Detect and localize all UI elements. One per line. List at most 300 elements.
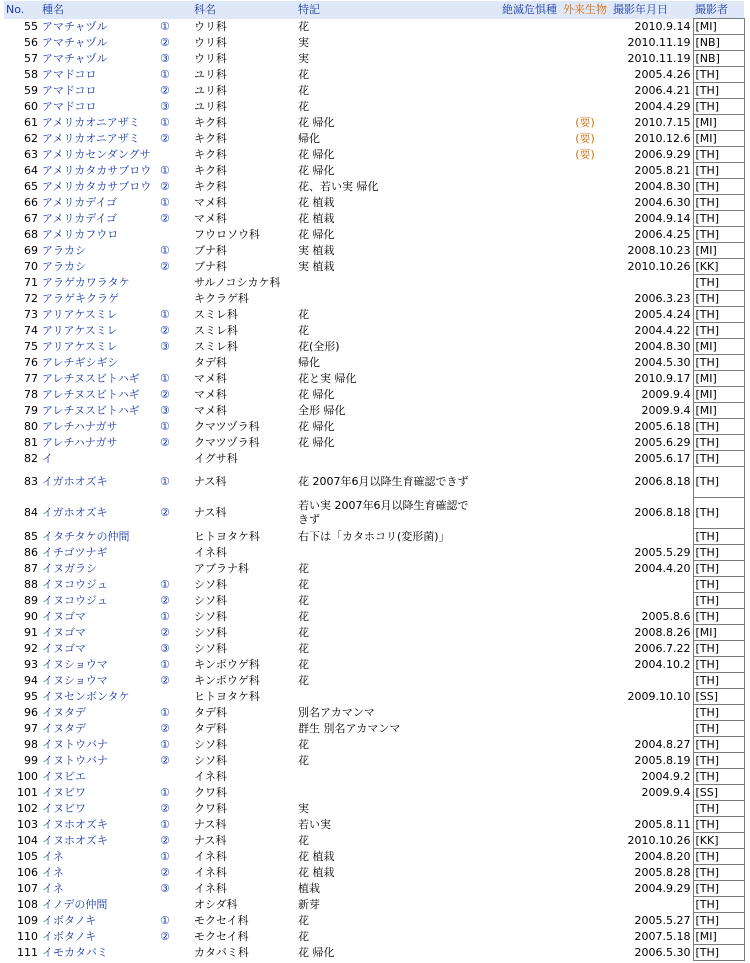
cell-remarks bbox=[296, 545, 479, 561]
cell-date: 2006.4.21 bbox=[634, 84, 691, 97]
species-name-link[interactable]: アメリカデイゴ bbox=[42, 212, 118, 225]
cell-endangered bbox=[479, 35, 559, 51]
cell-alien bbox=[559, 35, 611, 51]
species-name-link[interactable]: イヌガラシ bbox=[42, 562, 97, 575]
cell-date: 2006.8.18 bbox=[634, 475, 691, 488]
cell-photographer: [TH] bbox=[693, 577, 744, 593]
cell-alien bbox=[559, 897, 611, 913]
cell-species-name bbox=[40, 307, 192, 323]
cell-species-name bbox=[40, 785, 192, 801]
cell-remarks: 花と実 帰化 bbox=[298, 372, 357, 385]
cell-photographer: [MI] bbox=[693, 625, 744, 641]
species-name-link[interactable]: アメリカセンダングサ bbox=[42, 148, 151, 161]
species-name-link[interactable]: イネ bbox=[42, 866, 64, 879]
cell-no: 82 bbox=[24, 452, 38, 465]
cell-remarks: 花 帰化 bbox=[298, 420, 335, 433]
cell-date: 2006.8.18 bbox=[634, 506, 691, 519]
cell-remarks: 群生 別名アカマンマ bbox=[298, 722, 401, 735]
cell-alien bbox=[559, 83, 611, 99]
col-header-endangered: 絶滅危惧種 bbox=[479, 1, 559, 19]
table-row bbox=[4, 35, 744, 51]
cell-family: ウリ科 bbox=[194, 36, 227, 49]
species-name-link[interactable]: イヌタデ bbox=[42, 706, 86, 719]
species-name-link[interactable]: イヌホオズキ bbox=[42, 818, 108, 831]
cell-species-name bbox=[40, 227, 192, 243]
species-name-link[interactable]: アメリカタカサブロウ bbox=[42, 180, 152, 193]
cell-species-name bbox=[40, 689, 192, 705]
species-name-link[interactable]: アレチギシギシ bbox=[42, 356, 119, 369]
variant-number: ① bbox=[160, 786, 170, 799]
cell-alien bbox=[559, 705, 611, 721]
table-row bbox=[4, 913, 744, 929]
cell-alien bbox=[559, 561, 611, 577]
table-row bbox=[4, 147, 744, 163]
cell-photographer: [TH] bbox=[693, 275, 744, 291]
cell-species-name bbox=[40, 673, 192, 689]
cell-photographer: [TH] bbox=[693, 147, 744, 163]
cell-endangered bbox=[479, 323, 559, 339]
cell-endangered bbox=[479, 403, 559, 419]
cell-photographer: [TH] bbox=[693, 721, 744, 737]
cell-date: 2005.4.26 bbox=[634, 68, 691, 81]
cell-date: 2010.7.15 bbox=[634, 116, 691, 129]
cell-no: 104 bbox=[17, 834, 38, 847]
cell-date: 2009.9.4 bbox=[641, 786, 691, 799]
cell-remarks: 別名アカマンマ bbox=[298, 706, 375, 719]
cell-alien bbox=[559, 339, 611, 355]
species-name-link[interactable]: イネ bbox=[42, 850, 64, 863]
cell-species-name bbox=[40, 529, 192, 545]
cell-remarks: 花 bbox=[298, 754, 309, 767]
species-name-link[interactable]: イガホオズキ bbox=[42, 475, 108, 488]
species-name-link[interactable]: アレチハナガサ bbox=[42, 420, 118, 433]
species-name-link[interactable]: イヌショウマ bbox=[42, 658, 108, 671]
cell-endangered bbox=[479, 801, 559, 817]
table-row bbox=[4, 833, 744, 849]
variant-number: ② bbox=[160, 324, 170, 337]
species-name-link[interactable]: イヌビワ bbox=[42, 802, 86, 815]
cell-family: キンポウゲ科 bbox=[194, 674, 260, 687]
species-name-link[interactable]: イヌトウバナ bbox=[42, 754, 108, 767]
cell-endangered bbox=[479, 498, 559, 529]
cell-family: モクセイ科 bbox=[194, 930, 249, 943]
cell-date: 2005.8.6 bbox=[641, 610, 691, 623]
cell-no: 63 bbox=[24, 148, 38, 161]
species-name-link[interactable]: アマチャヅル bbox=[42, 52, 108, 65]
cell-species-name bbox=[40, 865, 192, 881]
cell-date: 2007.5.18 bbox=[634, 930, 691, 943]
cell-endangered bbox=[479, 897, 559, 913]
species-list bbox=[4, 1, 749, 961]
species-name-link[interactable]: アレチヌスビトハギ bbox=[42, 372, 140, 385]
cell-date: 2005.8.19 bbox=[634, 754, 691, 767]
table-row bbox=[4, 211, 744, 227]
cell-family: シソ科 bbox=[194, 754, 227, 767]
cell-no: 109 bbox=[17, 914, 38, 927]
species-name-link[interactable]: イネ bbox=[42, 882, 64, 895]
cell-family: マメ科 bbox=[194, 388, 227, 401]
species-name-link[interactable]: イボタノキ bbox=[42, 914, 97, 927]
cell-alien bbox=[559, 721, 611, 737]
col-header-name: 種名 bbox=[40, 1, 192, 19]
cell-remarks: 花 bbox=[298, 562, 309, 575]
species-name-link[interactable]: アメリカフウロ bbox=[42, 228, 119, 241]
cell-date: 2004.4.20 bbox=[634, 562, 691, 575]
species-name-link[interactable]: イヌショウマ bbox=[42, 674, 108, 687]
cell-date: 2005.5.29 bbox=[634, 546, 691, 559]
table-row bbox=[4, 577, 744, 593]
cell-family: シソ科 bbox=[194, 594, 227, 607]
variant-number: ① bbox=[160, 372, 170, 385]
species-name-link[interactable]: アラゲキクラゲ bbox=[42, 292, 119, 305]
cell-family: シソ科 bbox=[194, 626, 227, 639]
cell-remarks: 花 植栽 bbox=[298, 196, 335, 209]
cell-alien: (要) bbox=[575, 132, 595, 145]
cell-remarks: 花 bbox=[298, 834, 309, 847]
cell-family: クワ科 bbox=[194, 802, 227, 815]
cell-photographer: [MI] bbox=[693, 371, 744, 387]
cell-species-name bbox=[40, 801, 192, 817]
cell-species-name bbox=[40, 323, 192, 339]
cell-alien bbox=[559, 545, 611, 561]
cell-no: 58 bbox=[24, 68, 38, 81]
cell-date: 2004.8.27 bbox=[634, 738, 691, 751]
variant-number: ② bbox=[160, 388, 170, 401]
table-row bbox=[4, 435, 744, 451]
cell-remarks: 右下は「カタホコリ(変形菌)」 bbox=[298, 530, 450, 543]
col-header-no: No. bbox=[4, 1, 40, 19]
species-name-link[interactable]: アマチャヅル bbox=[42, 36, 108, 49]
cell-date: 2005.8.28 bbox=[634, 866, 691, 879]
cell-alien bbox=[559, 498, 611, 529]
cell-family: タデ科 bbox=[194, 706, 227, 719]
cell-photographer: [TH] bbox=[693, 865, 744, 881]
cell-endangered bbox=[479, 243, 559, 259]
cell-no: 66 bbox=[24, 196, 38, 209]
species-name-link[interactable]: イガホオズキ bbox=[42, 506, 108, 519]
species-name-link[interactable]: アメリカオニアザミ bbox=[42, 116, 140, 129]
variant-number: ① bbox=[160, 420, 170, 433]
table-row bbox=[4, 737, 744, 753]
cell-date: 2005.6.18 bbox=[634, 420, 691, 433]
cell-alien bbox=[559, 817, 611, 833]
cell-date bbox=[611, 721, 693, 737]
table-row bbox=[4, 163, 744, 179]
cell-date: 2004.9.29 bbox=[634, 882, 691, 895]
cell-no: 76 bbox=[24, 356, 38, 369]
cell-species-name bbox=[40, 561, 192, 577]
cell-alien bbox=[559, 609, 611, 625]
species-name-link[interactable]: イヌセンボンタケ bbox=[42, 690, 130, 703]
species-name-link[interactable]: アメリカデイゴ bbox=[42, 196, 118, 209]
species-name-link[interactable]: イボタノキ bbox=[42, 930, 97, 943]
cell-no: 99 bbox=[24, 754, 38, 767]
cell-family: イネ科 bbox=[194, 882, 227, 895]
cell-photographer: [TH] bbox=[693, 881, 744, 897]
variant-number: ② bbox=[160, 754, 170, 767]
cell-remarks: 全形 帰化 bbox=[298, 404, 346, 417]
cell-endangered bbox=[479, 51, 559, 67]
cell-remarks: 花 植栽 bbox=[298, 866, 335, 879]
cell-date: 2004.9.2 bbox=[641, 770, 691, 783]
species-name-link[interactable]: イヌコウジュ bbox=[42, 594, 108, 607]
cell-alien bbox=[559, 195, 611, 211]
cell-remarks: 花 bbox=[298, 20, 309, 33]
species-name-link[interactable]: イヌトウバナ bbox=[42, 738, 108, 751]
cell-no: 98 bbox=[24, 738, 38, 751]
cell-no: 80 bbox=[24, 420, 38, 433]
cell-no: 93 bbox=[24, 658, 38, 671]
cell-alien bbox=[559, 625, 611, 641]
cell-photographer: [TH] bbox=[693, 195, 744, 211]
table-row bbox=[4, 721, 744, 737]
species-name-link[interactable]: アラゲカワラタケ bbox=[42, 276, 130, 289]
table-row bbox=[4, 945, 744, 961]
species-name-link[interactable]: アリアケスミレ bbox=[42, 324, 118, 337]
species-name-link[interactable]: イノデの仲間 bbox=[42, 898, 108, 911]
table-row bbox=[4, 323, 744, 339]
cell-endangered bbox=[479, 577, 559, 593]
cell-remarks: 花 bbox=[298, 642, 309, 655]
species-name-link[interactable]: アラカシ bbox=[42, 244, 86, 257]
variant-number: ③ bbox=[160, 340, 170, 353]
variant-number: ① bbox=[160, 68, 170, 81]
cell-family: アブラナ科 bbox=[194, 562, 249, 575]
cell-alien bbox=[559, 307, 611, 323]
cell-alien bbox=[559, 849, 611, 865]
species-name-link[interactable]: イヌビワ bbox=[42, 786, 86, 799]
table-row bbox=[4, 467, 744, 498]
cell-endangered bbox=[479, 99, 559, 115]
cell-endangered bbox=[479, 451, 559, 467]
cell-species-name bbox=[40, 657, 192, 673]
cell-photographer: [TH] bbox=[693, 913, 744, 929]
cell-endangered bbox=[479, 339, 559, 355]
cell-species-name bbox=[40, 99, 192, 115]
cell-remarks: 花 帰化 bbox=[298, 436, 335, 449]
cell-alien bbox=[559, 769, 611, 785]
species-name-link[interactable]: アレチハナガサ bbox=[42, 436, 118, 449]
cell-no: 74 bbox=[24, 324, 38, 337]
cell-species-name bbox=[40, 498, 192, 529]
cell-remarks: 花 帰化 bbox=[298, 116, 335, 129]
table-row bbox=[4, 451, 744, 467]
cell-alien bbox=[559, 323, 611, 339]
cell-no: 73 bbox=[24, 308, 38, 321]
variant-number: ② bbox=[160, 180, 170, 193]
cell-remarks: 実 bbox=[298, 52, 309, 65]
table-body bbox=[4, 19, 744, 961]
cell-species-name bbox=[40, 419, 192, 435]
table-row bbox=[4, 83, 744, 99]
cell-remarks: 花 bbox=[298, 594, 309, 607]
cell-endangered bbox=[479, 227, 559, 243]
cell-date: 2004.5.30 bbox=[634, 356, 691, 369]
table-row bbox=[4, 641, 744, 657]
species-name-link[interactable]: アメリカタカサブロウ bbox=[42, 164, 152, 177]
cell-alien bbox=[559, 19, 611, 35]
variant-number: ② bbox=[160, 132, 170, 145]
cell-remarks bbox=[296, 689, 479, 705]
cell-photographer: [MI] bbox=[693, 339, 744, 355]
species-name-link[interactable]: アレチヌスビトハギ bbox=[42, 404, 140, 417]
cell-alien bbox=[559, 673, 611, 689]
cell-species-name bbox=[40, 435, 192, 451]
cell-family: クマツヅラ科 bbox=[194, 420, 260, 433]
species-name-link[interactable]: アマドコロ bbox=[42, 100, 97, 113]
cell-alien bbox=[559, 259, 611, 275]
cell-alien bbox=[559, 99, 611, 115]
table-row bbox=[4, 753, 744, 769]
cell-date bbox=[611, 275, 693, 291]
cell-endangered bbox=[479, 721, 559, 737]
cell-remarks bbox=[296, 275, 479, 291]
species-name-link[interactable]: イヌゴマ bbox=[42, 610, 86, 623]
cell-date bbox=[611, 673, 693, 689]
cell-species-name bbox=[40, 577, 192, 593]
cell-photographer: [MI] bbox=[693, 19, 744, 35]
species-name-link[interactable]: イ bbox=[42, 452, 53, 465]
cell-remarks: 帰化 bbox=[298, 356, 320, 369]
cell-species-name bbox=[40, 291, 192, 307]
cell-remarks: 実 bbox=[298, 802, 309, 815]
cell-remarks: 花 bbox=[298, 100, 309, 113]
cell-no: 75 bbox=[24, 340, 38, 353]
cell-endangered bbox=[479, 259, 559, 275]
cell-no: 71 bbox=[24, 276, 38, 289]
cell-species-name bbox=[40, 641, 192, 657]
cell-remarks: 花 bbox=[298, 308, 309, 321]
species-name-link[interactable]: イチゴツナギ bbox=[42, 546, 108, 559]
cell-date: 2004.8.20 bbox=[634, 850, 691, 863]
cell-date: 2010.10.26 bbox=[627, 834, 691, 847]
col-header-alien: 外来生物 bbox=[559, 1, 611, 19]
species-name-link[interactable]: イヌゴマ bbox=[42, 642, 86, 655]
cell-family: イグサ科 bbox=[194, 452, 238, 465]
cell-alien bbox=[559, 689, 611, 705]
cell-no: 61 bbox=[24, 116, 38, 129]
cell-family: イネ科 bbox=[194, 770, 227, 783]
cell-photographer: [KK] bbox=[693, 259, 744, 275]
cell-no: 79 bbox=[24, 404, 38, 417]
species-name-link[interactable]: イヌビエ bbox=[42, 770, 86, 783]
species-name-link[interactable]: アマドコロ bbox=[42, 84, 97, 97]
cell-photographer: [MI] bbox=[693, 387, 744, 403]
species-name-link[interactable]: アリアケスミレ bbox=[42, 340, 118, 353]
cell-family: オシダ科 bbox=[194, 898, 238, 911]
cell-endangered bbox=[479, 849, 559, 865]
table-row bbox=[4, 227, 744, 243]
cell-photographer: [TH] bbox=[693, 737, 744, 753]
cell-endangered bbox=[479, 673, 559, 689]
cell-endangered bbox=[479, 593, 559, 609]
species-name-link[interactable]: イモカタバミ bbox=[42, 946, 108, 959]
cell-alien bbox=[559, 881, 611, 897]
cell-species-name bbox=[40, 179, 192, 195]
cell-endangered bbox=[479, 179, 559, 195]
cell-family: ナス科 bbox=[194, 818, 227, 831]
species-name-link[interactable]: イヌゴマ bbox=[42, 626, 86, 639]
table-row bbox=[4, 561, 744, 577]
cell-no: 84 bbox=[24, 506, 38, 519]
cell-species-name bbox=[40, 355, 192, 371]
variant-number: ② bbox=[160, 834, 170, 847]
cell-endangered bbox=[479, 131, 559, 147]
cell-family: イネ科 bbox=[194, 850, 227, 863]
cell-species-name bbox=[40, 625, 192, 641]
cell-endangered bbox=[479, 83, 559, 99]
cell-photographer: [TH] bbox=[693, 897, 744, 913]
cell-remarks: 花 帰化 bbox=[298, 946, 335, 959]
table-row bbox=[4, 897, 744, 913]
cell-date: 2005.5.27 bbox=[634, 914, 691, 927]
cell-remarks: 花 bbox=[298, 610, 309, 623]
cell-no: 77 bbox=[24, 372, 38, 385]
species-name-link[interactable]: アマチャヅル bbox=[42, 20, 108, 33]
cell-photographer: [TH] bbox=[693, 817, 744, 833]
cell-family: フウロソウ科 bbox=[194, 228, 260, 241]
cell-photographer: [KK] bbox=[693, 833, 744, 849]
cell-species-name bbox=[40, 467, 192, 498]
cell-photographer: [MI] bbox=[693, 115, 744, 131]
species-name-link[interactable]: アレチヌスビトハギ bbox=[42, 388, 140, 401]
cell-no: 105 bbox=[17, 850, 38, 863]
cell-family: イネ科 bbox=[194, 866, 227, 879]
cell-no: 110 bbox=[17, 930, 38, 943]
species-name-link[interactable]: アメリカオニアザミ bbox=[42, 132, 140, 145]
table-row bbox=[4, 67, 744, 83]
cell-no: 55 bbox=[24, 20, 38, 33]
cell-photographer: [TH] bbox=[693, 561, 744, 577]
cell-endangered bbox=[479, 435, 559, 451]
cell-species-name bbox=[40, 51, 192, 67]
cell-alien bbox=[559, 737, 611, 753]
cell-endangered bbox=[479, 689, 559, 705]
cell-remarks: 実 植栽 bbox=[298, 260, 335, 273]
table-row bbox=[4, 545, 744, 561]
variant-number: ② bbox=[160, 722, 170, 735]
cell-photographer: [TH] bbox=[693, 673, 744, 689]
cell-photographer: [TH] bbox=[693, 83, 744, 99]
cell-alien bbox=[559, 51, 611, 67]
cell-endangered bbox=[479, 387, 559, 403]
species-name-link[interactable]: イヌタデ bbox=[42, 722, 86, 735]
species-name-link[interactable]: イヌホオズキ bbox=[42, 834, 108, 847]
species-name-link[interactable]: イヌコウジュ bbox=[42, 578, 108, 591]
cell-species-name bbox=[40, 945, 192, 961]
cell-photographer: [TH] bbox=[693, 769, 744, 785]
species-name-link[interactable]: アマドコロ bbox=[42, 68, 97, 81]
cell-date: 2010.11.19 bbox=[627, 36, 691, 49]
cell-endangered bbox=[479, 545, 559, 561]
variant-number: ② bbox=[160, 436, 170, 449]
cell-photographer: [TH] bbox=[693, 67, 744, 83]
cell-photographer: [NB] bbox=[693, 51, 744, 67]
cell-no: 60 bbox=[24, 100, 38, 113]
species-name-link[interactable]: アラカシ bbox=[42, 260, 86, 273]
cell-remarks: 花 bbox=[298, 674, 309, 687]
cell-date: 2005.4.24 bbox=[634, 308, 691, 321]
cell-photographer: [TH] bbox=[693, 641, 744, 657]
cell-alien bbox=[559, 275, 611, 291]
table-header-row bbox=[4, 1, 744, 19]
cell-remarks bbox=[296, 769, 479, 785]
species-name-link[interactable]: イタチタケの仲間 bbox=[42, 530, 130, 543]
cell-no: 83 bbox=[24, 475, 38, 488]
cell-no: 107 bbox=[17, 882, 38, 895]
cell-family: ウリ科 bbox=[194, 20, 227, 33]
species-name-link[interactable]: アリアケスミレ bbox=[42, 308, 118, 321]
